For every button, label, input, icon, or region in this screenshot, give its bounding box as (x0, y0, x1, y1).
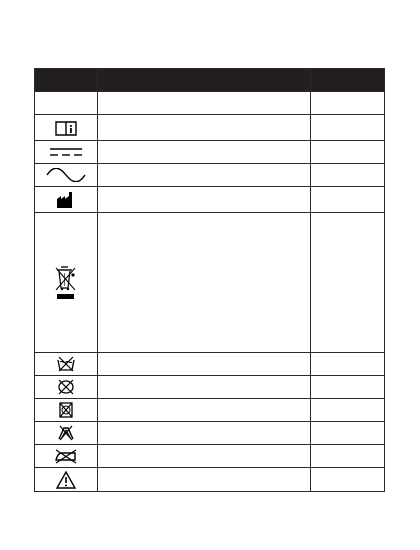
description-cell (98, 376, 311, 399)
description-cell (98, 468, 311, 492)
reference-cell (311, 187, 385, 213)
reference-cell (311, 141, 385, 164)
symbol-cell (35, 92, 98, 115)
reference-cell (311, 115, 385, 141)
header-reference (311, 69, 385, 92)
table-row (35, 468, 385, 492)
symbol-cell (35, 141, 98, 164)
reference-cell (311, 164, 385, 187)
description-cell (98, 115, 311, 141)
weee-crossed-bin-icon (55, 264, 77, 302)
symbol-cell (35, 399, 98, 422)
table-row (35, 115, 385, 141)
description-cell (98, 399, 311, 422)
description-cell (98, 92, 311, 115)
do-not-wash-icon (56, 356, 76, 372)
description-cell (98, 187, 311, 213)
reference-cell (311, 468, 385, 492)
symbol-cell (35, 213, 98, 353)
symbol-cell (35, 353, 98, 376)
manufacturer-icon (56, 191, 76, 209)
caution-icon (56, 471, 76, 489)
header-description (98, 69, 311, 92)
symbol-cell (35, 376, 98, 399)
symbol-cell (35, 164, 98, 187)
table-row (35, 92, 385, 115)
symbols-table (34, 68, 385, 492)
do-not-tumble-dry-icon (58, 402, 74, 418)
table-row (35, 445, 385, 468)
reference-cell (311, 92, 385, 115)
reference-cell (311, 422, 385, 445)
symbol-cell (35, 422, 98, 445)
description-cell (98, 213, 311, 353)
table-row (35, 399, 385, 422)
description-cell (98, 141, 311, 164)
table-row (35, 213, 385, 353)
table-row (35, 422, 385, 445)
symbol-cell (35, 115, 98, 141)
do-not-bleach-icon (56, 379, 76, 395)
description-cell (98, 164, 311, 187)
symbol-cell (35, 468, 98, 492)
description-cell (98, 445, 311, 468)
do-not-iron-icon (53, 448, 79, 464)
direct-current-icon (48, 146, 84, 158)
description-cell (98, 353, 311, 376)
reference-cell (311, 399, 385, 422)
do-not-dry-clean-icon (56, 425, 76, 441)
table-row (35, 141, 385, 164)
table-row (35, 187, 385, 213)
table-header-row (35, 69, 385, 92)
symbol-cell (35, 187, 98, 213)
table-row (35, 353, 385, 376)
consult-instructions-icon (54, 119, 78, 137)
symbol-cell (35, 445, 98, 468)
header-symbol (35, 69, 98, 92)
reference-cell (311, 353, 385, 376)
table-row (35, 376, 385, 399)
table-row (35, 164, 385, 187)
reference-cell (311, 213, 385, 353)
reference-cell (311, 445, 385, 468)
alternating-current-icon (45, 168, 87, 182)
reference-cell (311, 376, 385, 399)
description-cell (98, 422, 311, 445)
